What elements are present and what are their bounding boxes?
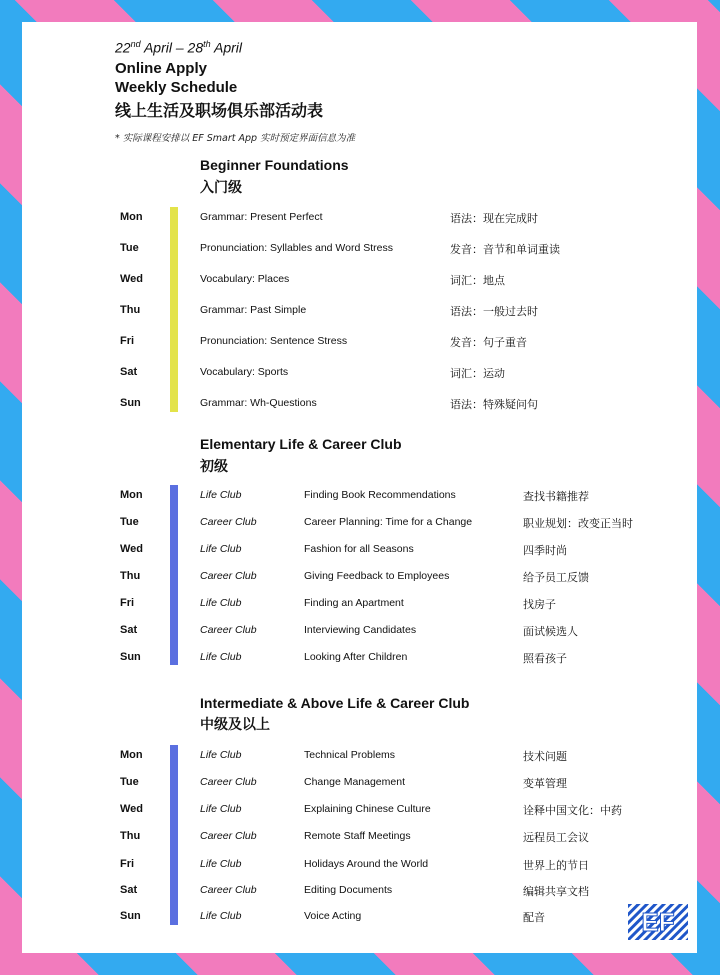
intermediate-bar (170, 745, 178, 925)
topic: Grammar: Past Simple (200, 304, 307, 316)
schedule-card (22, 22, 697, 953)
topic: Holidays Around the World (304, 858, 429, 870)
topic: Grammar: Wh-Questions (200, 397, 317, 409)
topic-cn: 配音 (523, 911, 545, 924)
day-label: Thu (120, 830, 141, 842)
day-label: Tue (120, 516, 139, 528)
day-label: Mon (120, 211, 143, 223)
topic-cn: 语法：特殊疑问句 (450, 398, 538, 411)
topic: Interviewing Candidates (304, 624, 417, 636)
title-line-1: Online Apply (115, 60, 207, 77)
topic-cn: 面试候选人 (523, 625, 578, 638)
day-label: Sat (120, 884, 138, 896)
title-line-2: Weekly Schedule (115, 79, 238, 96)
day-label: Mon (120, 489, 143, 501)
day-label: Sun (120, 651, 141, 663)
day-label: Wed (120, 803, 144, 815)
club-type: Life Club (200, 651, 242, 663)
club-type: Life Club (200, 489, 242, 501)
topic-cn: 远程员工会议 (523, 831, 589, 844)
day-label: Sat (120, 624, 138, 636)
topic-cn: 发音：音节和单词重读 (450, 243, 560, 256)
club-type: Career Club (200, 516, 257, 528)
club-type: Career Club (200, 624, 257, 636)
intermediate-title-cn: 中级及以上 (200, 717, 270, 733)
intermediate-title: Intermediate & Above Life & Career Club (200, 695, 470, 711)
topic: Finding an Apartment (304, 597, 404, 609)
topic: Explaining Chinese Culture (304, 803, 431, 815)
topic: Editing Documents (304, 884, 393, 896)
topic-cn: 语法：现在完成时 (450, 212, 538, 225)
date-range: 22nd April – 28th April (115, 39, 243, 56)
club-type: Life Club (200, 910, 242, 922)
day-label: Wed (120, 543, 144, 555)
topic-cn: 变革管理 (523, 777, 567, 790)
club-type: Career Club (200, 884, 257, 896)
topic: Vocabulary: Places (200, 273, 290, 285)
topic-cn: 找房子 (523, 598, 556, 611)
elementary-bar (170, 485, 178, 665)
day-label: Wed (120, 273, 144, 285)
club-type: Life Club (200, 858, 242, 870)
day-label: Thu (120, 570, 141, 582)
day-label: Sun (120, 910, 141, 922)
club-type: Career Club (200, 776, 257, 788)
title-cn: 线上生活及职场俱乐部活动表 (115, 101, 324, 120)
topic: Finding Book Recommendations (304, 489, 456, 501)
topic: Vocabulary: Sports (200, 366, 289, 378)
topic: Pronunciation: Sentence Stress (200, 335, 348, 347)
beginner-title-cn: 入门级 (200, 180, 242, 196)
topic: Looking After Children (304, 651, 408, 663)
svg-text:EF: EF (641, 907, 675, 937)
day-label: Fri (120, 335, 135, 347)
topic: Pronunciation: Syllables and Word Stress (200, 242, 393, 254)
club-type: Life Club (200, 803, 242, 815)
day-label: Tue (120, 776, 139, 788)
club-type: Career Club (200, 570, 257, 582)
topic-cn: 发音：句子重音 (450, 336, 527, 349)
topic-cn: 查找书籍推荐 (523, 490, 589, 503)
topic-cn: 职业规划：改变正当时 (523, 517, 633, 530)
topic-cn: 世界上的节日 (523, 859, 589, 872)
elementary-title-cn: 初级 (200, 459, 228, 475)
topic-cn: 技术问题 (523, 750, 567, 763)
topic: Career Planning: Time for a Change (304, 516, 473, 528)
topic: Giving Feedback to Employees (304, 570, 450, 582)
club-type: Life Club (200, 749, 242, 761)
topic-cn: 语法：一般过去时 (450, 305, 538, 318)
topic-cn: 诠释中国文化：中药 (523, 804, 622, 817)
topic: Fashion for all Seasons (304, 543, 414, 555)
topic: Voice Acting (304, 910, 362, 922)
day-label: Fri (120, 858, 135, 870)
beginner-bar (170, 207, 178, 412)
topic-cn: 给予员工反馈 (523, 571, 589, 584)
club-type: Life Club (200, 543, 242, 555)
day-label: Sat (120, 366, 138, 378)
club-type: Life Club (200, 597, 242, 609)
topic: Technical Problems (304, 749, 396, 761)
club-type: Career Club (200, 830, 257, 842)
day-label: Thu (120, 304, 141, 316)
topic-cn: 四季时尚 (523, 544, 567, 557)
day-label: Fri (120, 597, 135, 609)
schedule-note: * 实际课程安排以 EF Smart App 实时预定界面信息为准 (115, 133, 356, 144)
ef-logo-icon (628, 904, 688, 940)
topic-cn: 编辑共享文档 (523, 885, 589, 898)
day-label: Tue (120, 242, 139, 254)
day-label: Mon (120, 749, 143, 761)
elementary-title: Elementary Life & Career Club (200, 436, 402, 452)
topic-cn: 词汇：地点 (450, 274, 505, 287)
topic: Remote Staff Meetings (304, 830, 411, 842)
beginner-title: Beginner Foundations (200, 157, 349, 173)
topic-cn: 照看孩子 (523, 652, 567, 665)
topic-cn: 词汇：运动 (450, 367, 505, 380)
day-label: Sun (120, 397, 141, 409)
topic: Grammar: Present Perfect (200, 211, 323, 223)
topic: Change Management (304, 776, 405, 788)
